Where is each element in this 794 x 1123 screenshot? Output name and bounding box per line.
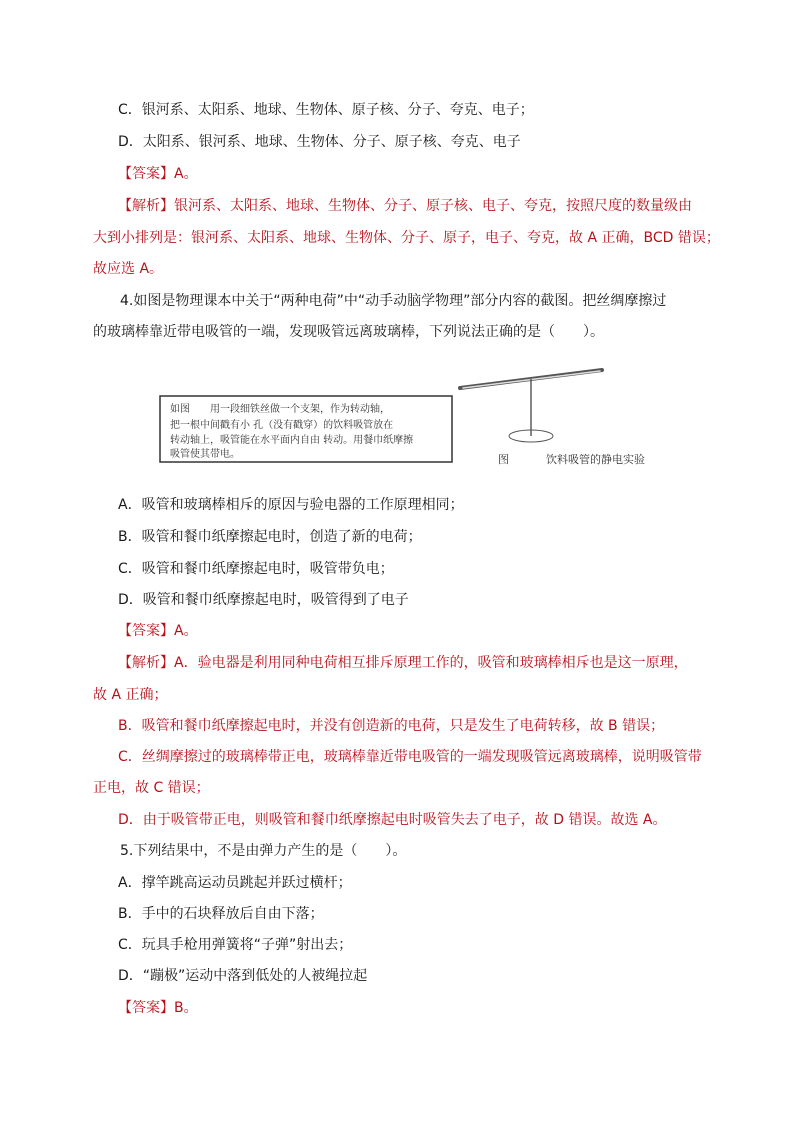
q4-explanation-line-1: 【解析】A．验电器是利用同种电荷相互排斥原理工作的，吸管和玻璃棒相斥也是这一原理， [118,655,688,671]
q4-answer: 【答案】A。 [118,623,198,639]
q3-explanation-line-3: 故应选 A。 [93,261,164,277]
q4-option-d: D．吸管和餐巾纸摩擦起电时，吸管得到了电子 [118,592,409,608]
static-electricity-figure [158,362,645,472]
q5-option-b: B．手中的石块释放后自由下落； [118,906,324,922]
figure-box-line-4: 吸管使其带电。 [170,449,240,460]
q3-option-d: D．太阳系、银河系、地球、生物体、分子、原子核、夸克、电子 [118,134,521,150]
figure-box-line-1: 如图 用一段细铁丝做一个支架，作为转动轴， [170,404,390,415]
q4-explanation-line-3: B．吸管和餐巾纸摩擦起电时，并没有创造新的电荷，只是发生了电荷转移，故 B 错误； [118,718,665,734]
q5-option-a: A．撑竿跳高运动员跳起并跃过横杆； [118,875,352,891]
q4-explanation-line-5: 正电，故 C 错误； [93,780,210,796]
q4-option-c: C．吸管和餐巾纸摩擦起电时，吸管带负电； [118,561,394,577]
q4-option-a: A．吸管和玻璃棒相斥的原因与验电器的工作原理相同； [118,497,464,513]
q4-stem-line-1: 4.如图是物理课本中关于“两种电荷”中“动手动脑学物理”部分内容的截图。把丝绸摩擦过 [120,293,667,309]
q4-option-b: B．吸管和餐巾纸摩擦起电时，创造了新的电荷； [118,529,422,545]
q5-answer: 【答案】B。 [118,1000,198,1016]
q5-option-c: C．玩具手枪用弹簧将“子弹”射出去； [118,937,353,953]
figure-caption-text: 饮料吸管的静电实验 [546,453,645,466]
figure-box-line-2: 把一根中间戳有小 孔（没有戳穿）的饮料吸管放在 [170,420,394,431]
q4-explanation-line-2: 故 A 正确； [93,687,168,703]
figure-caption-label: 图 [498,453,509,466]
q5-option-d: D．“蹦极”运动中落到低处的人被绳拉起 [118,968,368,984]
q4-stem-line-2: 的玻璃棒靠近带电吸管的一端，发现吸管远离玻璃棒，下列说法正确的是（ ）。 [93,324,604,340]
q4-explanation-line-6: D．由于吸管带正电，则吸管和餐巾纸摩擦起电时吸管失去了电子，故 D 错误。故选 A。 [118,812,667,828]
q5-stem: 5.下列结果中，不是由弹力产生的是（ ）。 [120,843,407,859]
q3-option-c: C．银河系、太阳系、地球、生物体、原子核、分子、夸克、电子； [118,102,534,118]
q3-answer: 【答案】A。 [118,166,198,182]
q3-explanation-line-2: 大到小排列是：银河系、太阳系、地球、生物体、分子、原子，电子、夸克，故 A 正确，BCD 错误； [93,230,720,246]
figure-box-line-3: 转动轴上，吸管能在水平面内自由 转动。用餐巾纸摩擦 [170,435,414,446]
q4-explanation-line-4: C．丝绸摩擦过的玻璃棒带正电，玻璃棒靠近带电吸管的一端发现吸管远离玻璃棒，说明吸管带 [118,749,702,765]
q3-explanation-line-1: 【解析】银河系、太阳系、地球、生物体、分子、原子核、电子、夸克，按照尺度的数量级由 [118,198,692,214]
